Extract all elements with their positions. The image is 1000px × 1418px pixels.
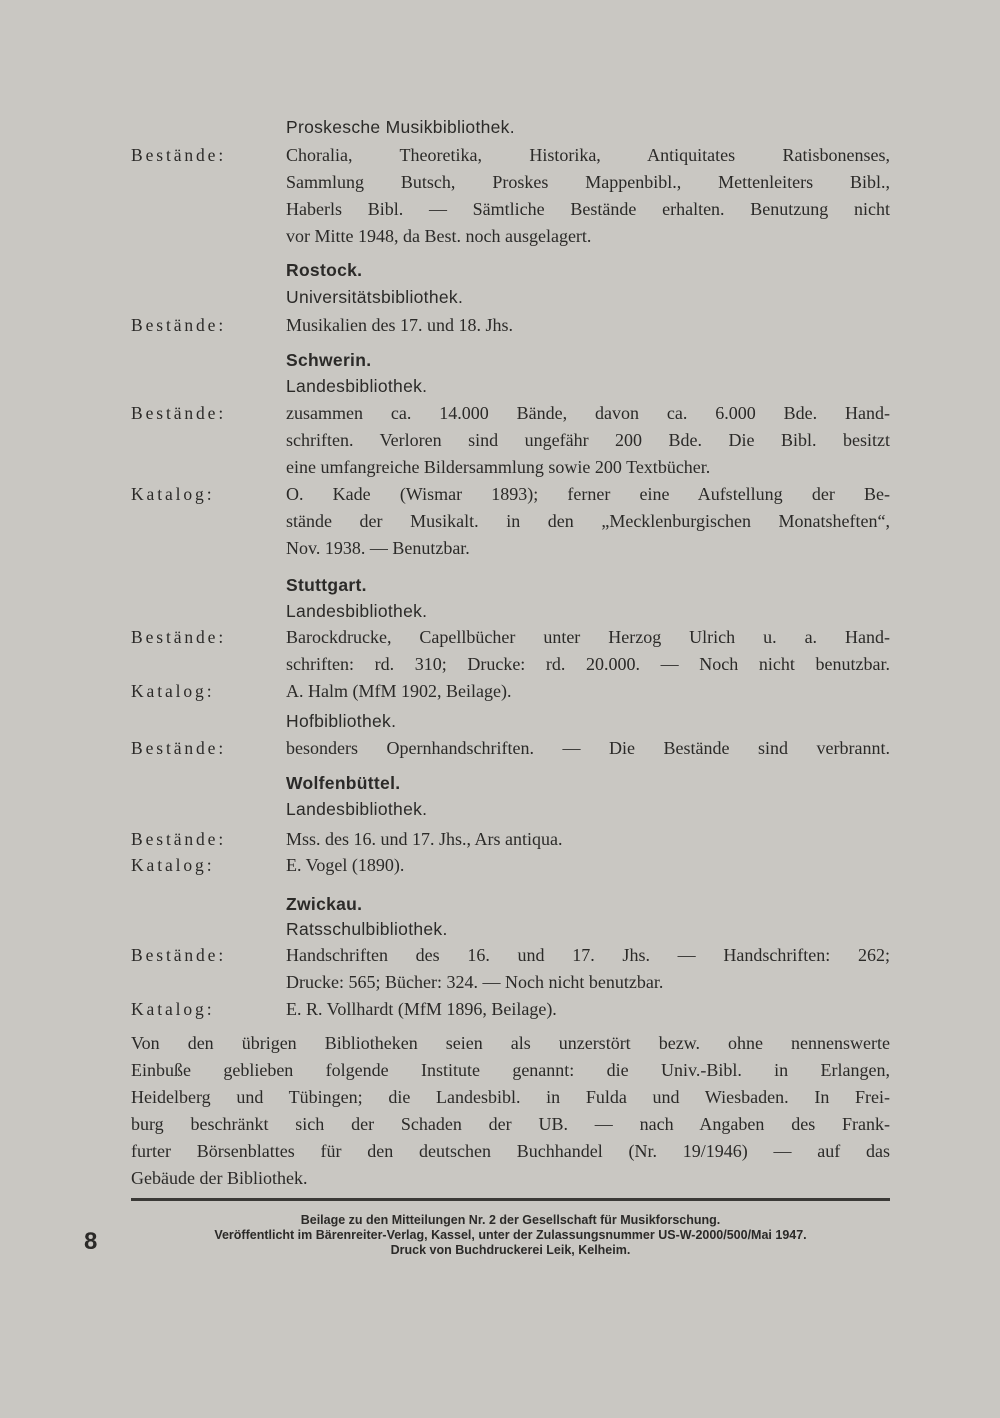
footer-rule <box>131 1198 890 1201</box>
katalog-label: Katalog: <box>131 484 215 504</box>
text-line: Handschriften des 16. und 17. Jhs. — Handschriften: 262; <box>286 945 890 965</box>
library-heading-zwickau: Ratsschulbibliothek. <box>286 919 448 939</box>
paragraph-line: Einbuße geblieben folgende Institute genannt: die Univ.-Bibl. in Erlangen, <box>131 1060 890 1080</box>
katalog-label: Katalog: <box>131 999 215 1019</box>
text-line: zusammen ca. 14.000 Bände, davon ca. 6.000 Bde. Hand- <box>286 403 890 423</box>
paragraph-line: burg beschränkt sich der Schaden der UB. — nach Angaben des Frank- <box>131 1114 890 1134</box>
text-line: stände der Musikalt. in den „Mecklenburgischen Monatsheften“, <box>286 511 890 531</box>
bestaende-label: Bestände: <box>131 627 227 647</box>
paragraph-line: furter Börsenblattes für den deutschen Buchhandel (Nr. 19/1946) — auf das <box>131 1141 890 1161</box>
text-line: vor Mitte 1948, da Best. noch ausgelagert. <box>286 226 592 246</box>
text-line: O. Kade (Wismar 1893); ferner eine Aufstellung der Be- <box>286 484 890 504</box>
text-line: Musikalien des 17. und 18. Jhs. <box>286 315 513 335</box>
text-line: Barockdrucke, Capellbücher unter Herzog Ulrich u. a. Hand- <box>286 627 890 647</box>
text-line: E. R. Vollhardt (MfM 1896, Beilage). <box>286 999 557 1019</box>
bestaende-label: Bestände: <box>131 945 227 965</box>
text-line: schriften: rd. 310; Drucke: rd. 20.000. — Noch nicht benutzbar. <box>286 654 890 674</box>
text-line: eine umfangreiche Bildersammlung sowie 200 Textbücher. <box>286 457 711 477</box>
text-line: Mss. des 16. und 17. Jhs., Ars antiqua. <box>286 829 563 849</box>
city-heading-stuttgart: Stuttgart. <box>286 575 367 595</box>
library-heading-proske: Proskesche Musikbibliothek. <box>286 117 515 137</box>
page-number: 8 <box>84 1228 98 1255</box>
footer-line: Beilage zu den Mitteilungen Nr. 2 der Gesellschaft für Musikforschung. <box>300 1213 721 1227</box>
paragraph-line: Heidelberg und Tübingen; die Landesbibl. in Fulda und Wiesbaden. In Frei- <box>131 1087 890 1107</box>
library-heading-hofbibliothek: Hofbibliothek. <box>286 711 397 731</box>
text-line: Nov. 1938. — Benutzbar. <box>286 538 470 558</box>
text-line: Drucke: 565; Bücher: 324. — Noch nicht benutzbar. <box>286 972 664 992</box>
footer-line: Veröffentlicht im Bärenreiter-Verlag, Kassel, unter der Zulassungsnummer US-W-2000/500/Mai 1947. <box>214 1228 807 1242</box>
text-line: Choralia, Theoretika, Historika, Antiquitates Ratisbonenses, <box>286 145 890 165</box>
text-line: Haberls Bibl. — Sämtliche Bestände erhalten. Benutzung nicht <box>286 199 890 219</box>
city-heading-zwickau: Zwickau. <box>286 894 363 914</box>
city-heading-rostock: Rostock. <box>286 260 363 280</box>
bestaende-label: Bestände: <box>131 403 227 423</box>
text-line: Sammlung Butsch, Proskes Mappenbibl., Mettenleiters Bibl., <box>286 172 890 192</box>
paragraph-line: Von den übrigen Bibliotheken seien als unzerstört bezw. ohne nennenswerte <box>131 1033 890 1053</box>
city-heading-schwerin: Schwerin. <box>286 350 372 370</box>
library-heading-stuttgart: Landesbibliothek. <box>286 601 428 621</box>
katalog-label: Katalog: <box>131 681 215 701</box>
bestaende-label: Bestände: <box>131 738 227 758</box>
city-heading-wolfenbuettel: Wolfenbüttel. <box>286 773 401 793</box>
text-line: schriften. Verloren sind ungefähr 200 Bde. Die Bibl. besitzt <box>286 430 890 450</box>
library-heading-schwerin: Landesbibliothek. <box>286 376 428 396</box>
bestaende-label: Bestände: <box>131 145 227 165</box>
paragraph-line: Gebäude der Bibliothek. <box>131 1168 308 1188</box>
text-line: besonders Opernhandschriften. — Die Bestände sind verbrannt. <box>286 738 890 758</box>
footer-line: Druck von Buchdruckerei Leik, Kelheim. <box>390 1243 631 1257</box>
bestaende-label: Bestände: <box>131 829 227 849</box>
library-heading-wolfenbuettel: Landesbibliothek. <box>286 799 428 819</box>
bestaende-label: Bestände: <box>131 315 227 335</box>
katalog-label: Katalog: <box>131 855 215 875</box>
text-line: A. Halm (MfM 1902, Beilage). <box>286 681 512 701</box>
library-heading-rostock: Universitätsbibliothek. <box>286 287 464 307</box>
text-line: E. Vogel (1890). <box>286 855 405 875</box>
